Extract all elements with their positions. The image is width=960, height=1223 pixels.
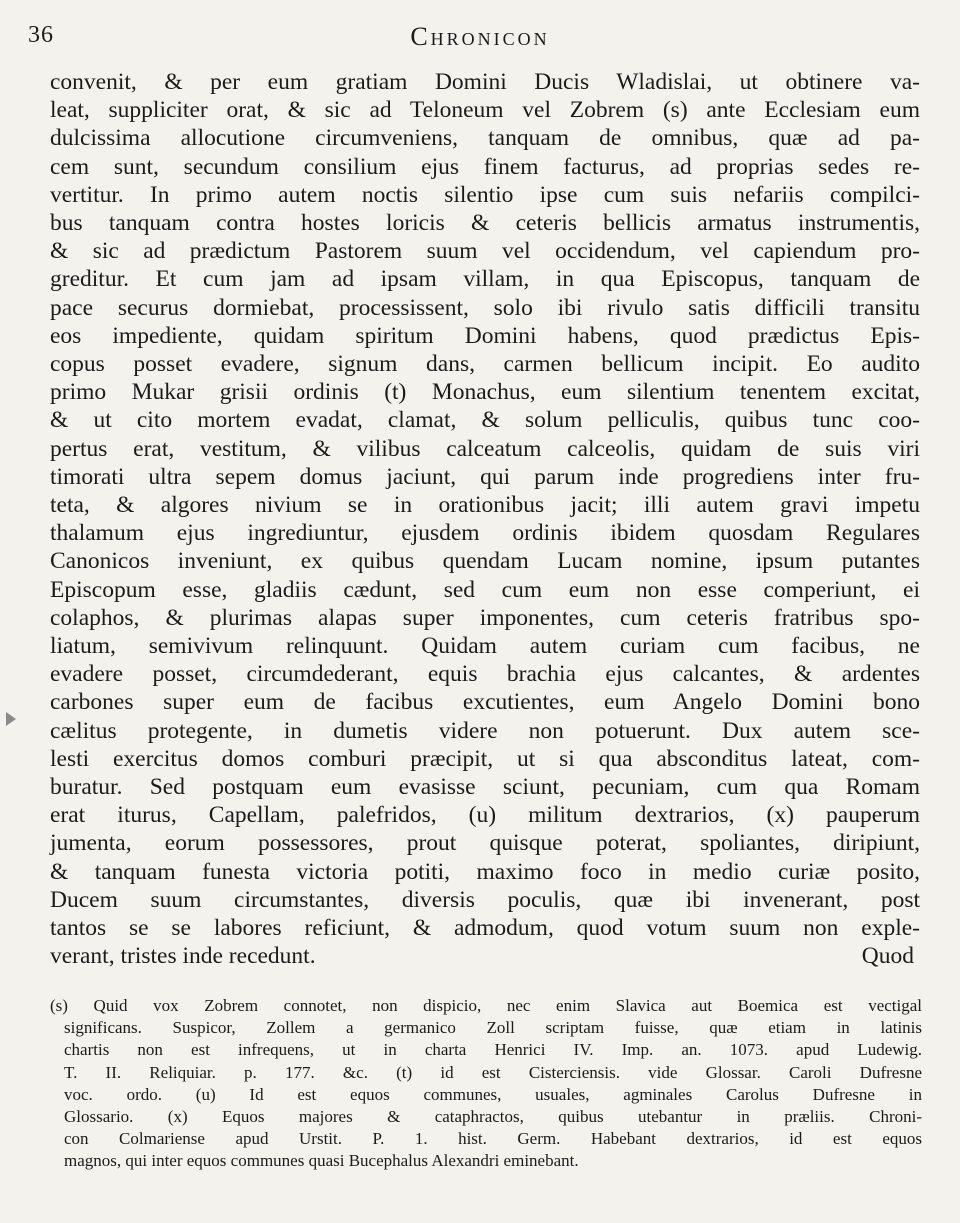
text-line: erat iturus, Capellam, palefridos, (u) militum dextrarios, (x) pauperum [50, 802, 920, 829]
text-line: timorati ultra sepem domus jaciunt, qui parum inde progrediens inter fru- [50, 463, 920, 490]
text-line: carbones super eum de facibus excutientes, eum Angelo Domini bono [50, 689, 920, 716]
running-head: Chronicon [410, 22, 550, 51]
text-line: dulcissima allocutione circumveniens, tanquam de omnibus, quæ ad pa- [50, 125, 920, 152]
margin-arrow-icon [6, 712, 16, 726]
footnote-line: magnos, qui inter equos communes quasi Bucephalus Alexandri eminebant. [64, 1151, 579, 1171]
text-line: primo Mukar grisii ordinis (t) Monachus, eum silentium tenentem excitat, [50, 379, 920, 406]
text-line: teta, & algores nivium se in orationibus jacit; illi autem gravi impetu [50, 492, 920, 519]
footnote-line: con Colmariense apud Urstit. P. 1. hist. Germ. Habebant dextrarios, id est equos [64, 1129, 922, 1149]
text-line: buratur. Sed postquam eum evasisse sciunt, pecuniam, cum qua Romam [50, 774, 920, 801]
text-line: Ducem suum circumstantes, diversis poculis, quæ ibi invenerant, post [50, 886, 920, 913]
text-line: & sic ad prædictum Pastorem suum vel occidendum, vel capiendum pro- [50, 238, 920, 265]
text-line: convenit, & per eum gratiam Domini Ducis Wladislai, ut obtinere va- [50, 69, 920, 95]
text-line: liatum, semivivum relinquunt. Quidam autem curiam cum facibus, ne [50, 633, 920, 660]
text-line: eos impediente, quidam spiritum Domini habens, quod prædictus Epis- [50, 322, 920, 349]
main-text [50, 68, 920, 971]
text-line: evadere posset, circumdederant, equis brachia ejus calcantes, & ardentes [50, 661, 920, 688]
text-line: & ut cito mortem evadat, clamat, & solum pelliculis, quibus tunc coo- [50, 407, 920, 434]
text-line: lesti exercitus domos comburi præcipit, ut si qua absconditus lateat, com- [50, 745, 920, 772]
final-line-text: verant, tristes inde recedunt. [50, 943, 316, 970]
catchword: Quod [861, 943, 914, 970]
text-line: jumenta, eorum possessores, prout quisque poterat, spoliantes, diripiunt, [50, 830, 920, 857]
text-line: & tanquam funesta victoria potiti, maximo foco in medio curiæ posito, [50, 858, 920, 885]
footnote-line: T. II. Reliquiar. p. 177. &c. (t) id est Cisterciensis. vide Glossar. Caroli Dufresne [64, 1062, 922, 1082]
text-line: thalamum ejus ingrediuntur, ejusdem ordinis ibidem quosdam Regulares [50, 520, 920, 547]
text-line: cem sunt, secundum consilium ejus finem facturus, ad proprias sedes re- [50, 153, 920, 180]
text-line: pertus erat, vestitum, & vilibus calceatum calceolis, quidam de suis viri [50, 435, 920, 462]
page-number: 36 [28, 22, 54, 48]
text-line: pace securus dormiebat, processissent, solo ibi rivulo satis difficili transitu [50, 294, 920, 321]
footnote-line: chartis non est infrequens, ut in charta Henrici IV. Imp. an. 1073. apud Ludewig. [64, 1040, 922, 1060]
text-line: bus tanquam contra hostes loricis & ceteris bellicis armatus instrumentis, [50, 210, 920, 237]
text-line: leat, suppliciter orat, & sic ad Teloneum vel Zobrem (s) ante Ecclesiam eum [50, 97, 920, 124]
footnote-line: Glossario. (x) Equos majores & cataphractos, quibus utebantur in præliis. Chroni- [64, 1107, 922, 1127]
text-line: cælitus protegente, in dumetis videre non potuerunt. Dux autem sce- [50, 717, 920, 744]
footnote-line: voc. ordo. (u) Id est equos communes, usuales, agminales Carolus Dufresne in [64, 1084, 922, 1104]
text-line: colaphos, & plurimas alapas super imponentes, cum ceteris fratribus spo- [50, 604, 920, 631]
text-line: Episcopum esse, gladiis cædunt, sed cum eum non esse comperiunt, ei [50, 576, 920, 603]
text-line: greditur. Et cum jam ad ipsam villam, in qua Episcopus, tanquam de [50, 266, 920, 293]
text-line-final [50, 942, 920, 970]
footnote-line: significans. Suspicor, Zollem a germanico Zoll scriptam fuisse, quæ etiam in latinis [64, 1018, 922, 1038]
footnote-line: (s) Quid vox Zobrem connotet, non dispicio, nec enim Slavica aut Boemica est vectigal [50, 996, 922, 1015]
text-line: copus posset evadere, signum dans, carmen bellicum incipit. Eo audito [50, 351, 920, 378]
footnotes [50, 995, 922, 1173]
text-line: tantos se se labores reficiunt, & admodum, quod votum suum non exple- [50, 915, 920, 942]
text-line: Canonicos inveniunt, ex quibus quendam Lucam nomine, ipsum putantes [50, 548, 920, 575]
text-line: vertitur. In primo autem noctis silentio ipse cum suis nefariis compilci- [50, 181, 920, 208]
